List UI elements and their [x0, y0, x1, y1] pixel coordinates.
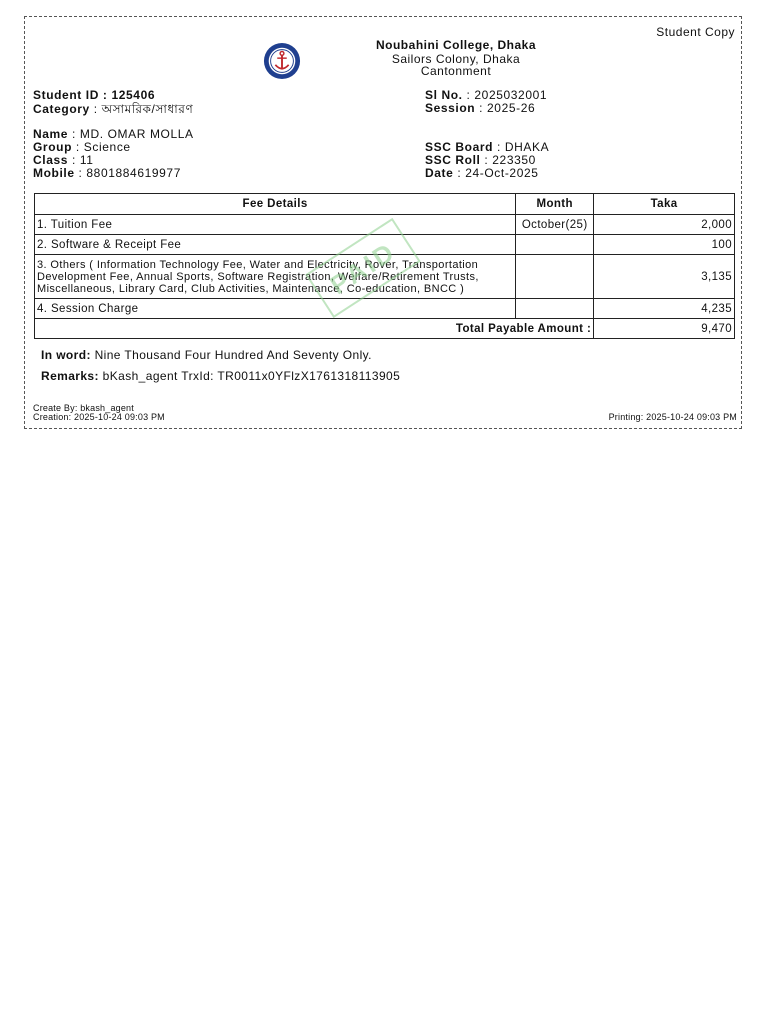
- total-row: [35, 319, 735, 339]
- mobile-label: Mobile: [33, 166, 75, 180]
- fee-detail: 1. Tuition Fee: [35, 215, 516, 235]
- name-value: : MD. OMAR MOLLA: [68, 127, 194, 141]
- header-taka: Taka: [594, 194, 735, 215]
- created-by: Create By: bkash_agent: [33, 403, 134, 413]
- ssc-board-value: : DHAKA: [493, 140, 550, 154]
- group-label: Group: [33, 140, 72, 154]
- category-value: : অসামরিক/সাধারণ: [89, 102, 194, 116]
- table-row: [35, 299, 735, 319]
- mobile: [33, 166, 181, 180]
- header-month: Month: [516, 194, 594, 215]
- session: [425, 101, 535, 115]
- in-word-value: Nine Thousand Four Hundred And Seventy Only.: [90, 348, 372, 362]
- in-word: [41, 348, 372, 362]
- table-row: [35, 215, 735, 235]
- ssc-roll-value: : 223350: [480, 153, 536, 167]
- creation-time: Creation: 2025-10-24 09:03 PM: [33, 412, 165, 422]
- student-id-value: 125406: [111, 88, 156, 102]
- category: [33, 101, 193, 121]
- fee-receipt: [24, 16, 742, 429]
- fee-detail: 3. Others ( Information Technology Fee, Water and Electricity, Rover, Transportation Development Fee, Annual Sports, Software Registration, Welfare/Retirement Trusts, Miscellaneous, Library Card, Club Activities, Maintenance, Co-education, BNCC ): [35, 255, 516, 299]
- table-row: [35, 235, 735, 255]
- fee-amount: 100: [594, 235, 735, 255]
- college-name: Noubahini College, Dhaka: [375, 38, 537, 52]
- total-label: Total Payable Amount :: [35, 319, 594, 339]
- student-id-label: Student ID :: [33, 88, 112, 102]
- fee-month: [516, 255, 594, 299]
- class-value: : 11: [68, 153, 94, 167]
- group-value: : Science: [72, 140, 131, 154]
- class-label: Class: [33, 153, 69, 167]
- sl-no-value: : 2025032001: [462, 88, 548, 102]
- total-value: 9,470: [594, 319, 735, 339]
- student-name: [33, 127, 194, 141]
- ssc-roll-label: SSC Roll: [425, 153, 481, 167]
- header-fee-details: Fee Details: [35, 194, 516, 215]
- date-value: : 24-Oct-2025: [453, 166, 539, 180]
- date: [425, 166, 539, 180]
- ssc-board: [425, 140, 549, 154]
- date-label: Date: [425, 166, 454, 180]
- fee-table-header: [35, 194, 735, 215]
- category-label: Category: [33, 102, 90, 116]
- table-row: [35, 255, 735, 299]
- copy-label: Student Copy: [656, 25, 735, 39]
- remarks-value: bKash_agent TrxId: TR0011x0YFlzX1761318113905: [98, 369, 401, 383]
- fee-month: [516, 235, 594, 255]
- fee-month: [516, 299, 594, 319]
- name-label: Name: [33, 127, 69, 141]
- session-label: Session: [425, 101, 476, 115]
- fee-detail: 4. Session Charge: [35, 299, 516, 319]
- paid-stamp: PAID: [305, 218, 421, 318]
- fee-amount: 2,000: [594, 215, 735, 235]
- sl-no: [425, 88, 547, 102]
- remarks-label: Remarks:: [41, 369, 99, 383]
- fee-table: [34, 193, 735, 339]
- ssc-board-label: SSC Board: [425, 140, 494, 154]
- fee-amount: 4,235: [594, 299, 735, 319]
- fee-amount: 3,135: [594, 255, 735, 299]
- fee-detail: 2. Software & Receipt Fee: [35, 235, 516, 255]
- remarks: [41, 369, 400, 383]
- sl-no-label: Sl No.: [425, 88, 463, 102]
- class: [33, 153, 94, 167]
- college-address-line1: Sailors Colony, Dhaka: [391, 52, 521, 66]
- fee-month: October(25): [516, 215, 594, 235]
- college-address-line2: Cantonment: [420, 64, 492, 78]
- mobile-value: : 8801884619977: [74, 166, 181, 180]
- printing-time: Printing: 2025-10-24 09:03 PM: [608, 412, 737, 422]
- ssc-roll: [425, 153, 536, 167]
- group: [33, 140, 131, 154]
- session-value: : 2025-26: [475, 101, 536, 115]
- in-word-label: In word:: [41, 348, 91, 362]
- student-id: [33, 88, 155, 102]
